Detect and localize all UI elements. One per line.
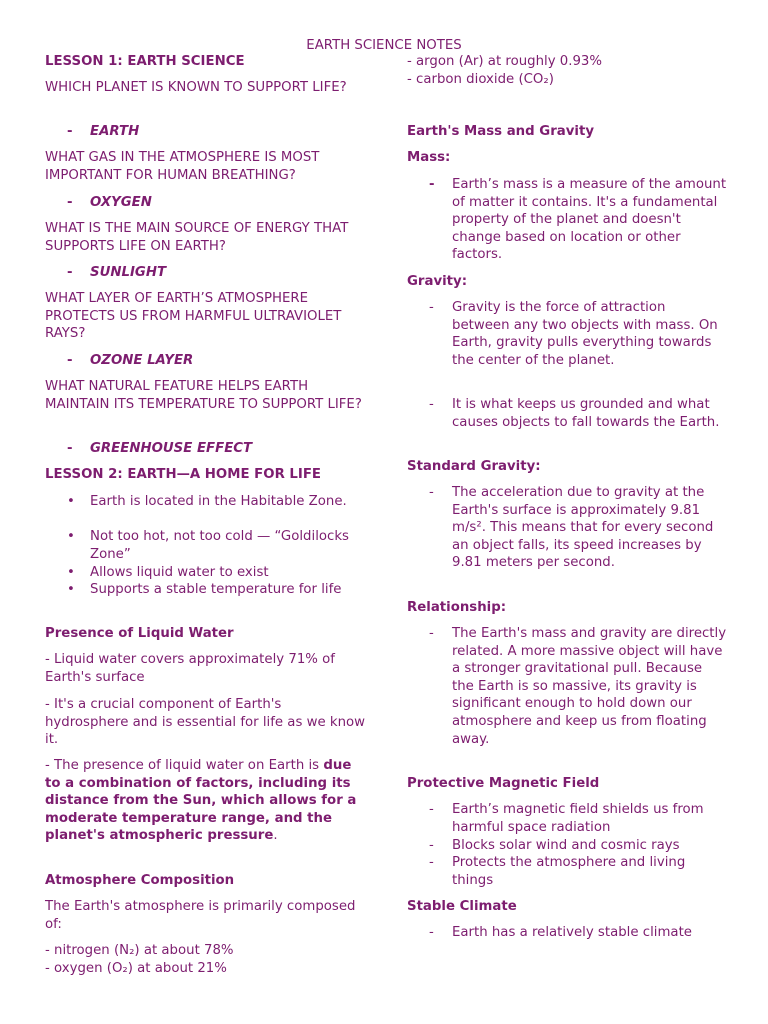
question-5: WHAT NATURAL FEATURE HELPS EARTH MAINTAIN ITS TEMPERATURE TO SUPPORT LIFE? [45,379,362,412]
list-item-text: Gravity is the force of attraction between any two objects with mass. On Earth, gravity pulls everything towards the center of the planet. [452,300,718,368]
standard-gravity-heading: Standard Gravity: [407,459,541,474]
dash-mark: - [429,177,435,192]
atmosphere-heading: Atmosphere Composition [45,873,235,888]
atmosphere-item: - nitrogen (N₂) at about 78% [45,943,234,958]
answer-text: OZONE LAYER [90,353,194,368]
stable-climate-heading: Stable Climate [407,899,517,914]
bullet-mark: • [67,494,75,509]
dash-mark: - [429,300,434,315]
answer-text: GREENHOUSE EFFECT [90,441,253,456]
dash-mark: - [67,353,73,368]
list-item-text: Supports a stable temperature for life [90,582,342,597]
dash-mark: - [67,124,73,139]
list-item-text: It is what keeps us grounded and what causes objects to fall towards the Earth. [452,397,720,430]
bullet-mark: • [67,582,75,597]
gravity-heading: Gravity: [407,274,468,289]
list-item-text: Allows liquid water to exist [90,565,269,580]
relationship-heading: Relationship: [407,600,507,615]
water-p3-normal: - The presence of liquid water on Earth is [45,758,324,773]
list-item-text: Blocks solar wind and cosmic rays [452,838,680,853]
atmosphere-item: - carbon dioxide (CO₂) [407,72,554,87]
mass-heading: Mass: [407,150,451,165]
dash-mark: - [429,925,434,940]
water-p3-end: . [273,828,278,844]
answer-text: EARTH [90,124,140,139]
atmosphere-intro: The Earth's atmosphere is primarily composed of: [45,899,356,932]
question-1: WHICH PLANET IS KNOWN TO SUPPORT LIFE? [45,80,347,95]
dash-mark: - [67,195,73,210]
dash-mark: - [67,265,73,280]
bullet-mark: • [67,565,75,580]
dash-mark: - [67,441,73,456]
answer-text: SUNLIGHT [90,265,167,280]
lesson2-heading: LESSON 2: EARTH—A HOME FOR LIFE [45,467,322,482]
water-paragraph-3 [45,757,367,845]
atmosphere-item: - oxygen (O₂) at about 21% [45,961,227,976]
list-item-text: Protects the atmosphere and living things [452,855,686,888]
water-paragraph-1: - Liquid water covers approximately 71% of Earth's surface [45,652,335,685]
list-item-text: Earth has a relatively stable climate [452,925,692,940]
list-item-text: Earth is located in the Habitable Zone. [90,494,347,509]
atmosphere-item: - argon (Ar) at roughly 0.93% [407,54,603,69]
list-item-text: Earth’s magnetic field shields us from harmful space radiation [452,802,704,835]
list-item-text: Not too hot, not too cold — “Goldilocks Zone” [90,529,349,562]
list-item-text: The Earth's mass and gravity are directly related. A more massive object will have a stronger gravitational pull. Because the Earth is so massive, its gravity is significant enough to hold down our atmosphere and keep us from floating away. [452,626,727,747]
answer-text: OXYGEN [90,195,152,210]
question-3: WHAT IS THE MAIN SOURCE OF ENERGY THAT SUPPORTS LIFE ON EARTH? [45,221,349,254]
magnetic-field-heading: Protective Magnetic Field [407,776,600,791]
list-item-text: The acceleration due to gravity at the Earth's surface is approximately 9.81 m/s². This means that for every second an object falls, its speed increases by 9.81 meters per second. [452,485,714,571]
page-title: EARTH SCIENCE NOTES [306,38,462,53]
water-p3-bold: due to a combination of factors, including its distance from the Sun, which allows for a moderate temperature range, and the planet's atmospheric pressure [45,758,357,844]
lesson1-heading: LESSON 1: EARTH SCIENCE [45,54,245,69]
dash-mark: - [429,397,434,412]
dash-mark: - [429,802,434,817]
water-heading: Presence of Liquid Water [45,626,234,641]
dash-mark: - [429,838,434,853]
dash-mark: - [429,626,434,641]
question-2: WHAT GAS IN THE ATMOSPHERE IS MOST IMPORTANT FOR HUMAN BREATHING? [45,150,320,183]
dash-mark: - [429,485,434,500]
question-4: WHAT LAYER OF EARTH’S ATMOSPHERE PROTECTS US FROM HARMFUL ULTRAVIOLET RAYS? [45,291,342,342]
bullet-mark: • [67,529,75,544]
list-item-text: Earth’s mass is a measure of the amount of matter it contains. It's a fundamental property of the planet and doesn't change based on location or other factors. [452,177,727,263]
water-paragraph-2: - It's a crucial component of Earth's hydrosphere and is essential for life as we know it. [45,697,366,748]
dash-mark: - [429,855,434,870]
mass-gravity-heading: Earth's Mass and Gravity [407,124,594,139]
